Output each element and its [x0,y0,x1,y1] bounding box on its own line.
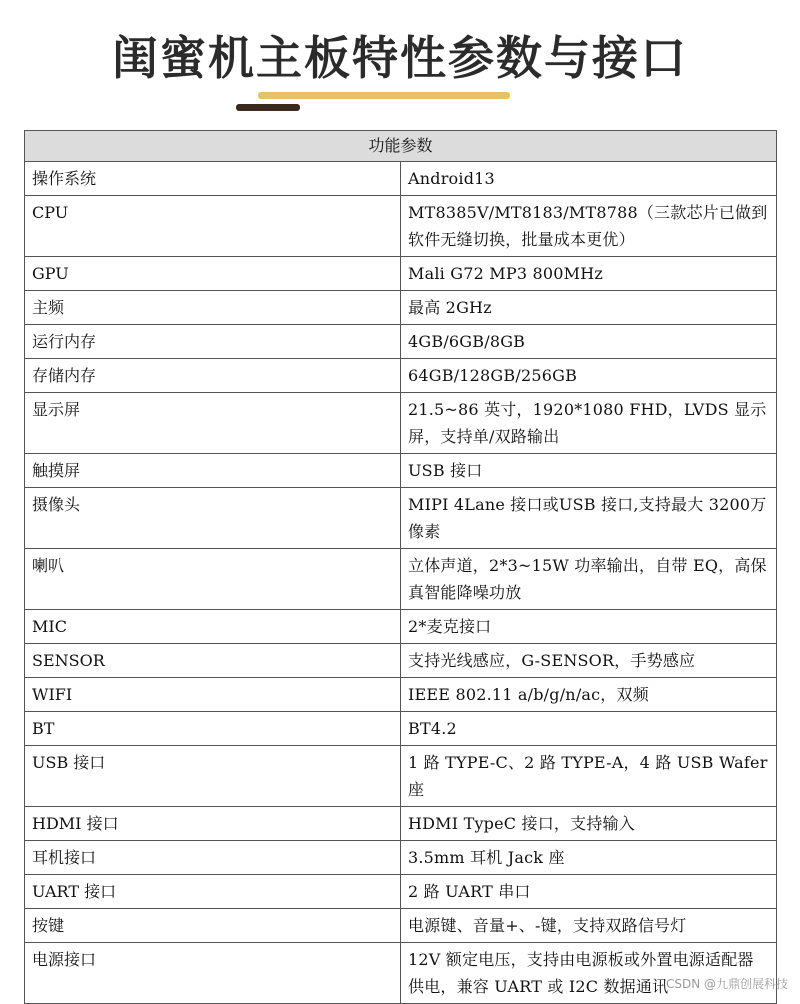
param-label: 存储内存 [25,359,401,393]
page-title: 闺蜜机主板特性参数与接口 [112,31,688,85]
param-label: 显示屏 [25,393,401,454]
title-underline-dark [236,104,300,111]
param-label: 操作系统 [25,162,401,196]
table-row [25,875,777,909]
table-row [25,257,777,291]
param-label: 喇叭 [25,549,401,610]
param-value: IEEE 802.11 a/b/g/n/ac，双频 [401,678,777,712]
table-header-row [25,131,777,162]
table-row [25,488,777,549]
param-label: 耳机接口 [25,841,401,875]
param-value: 2 路 UART 串口 [401,875,777,909]
param-label: MIC [25,610,401,644]
table-row [25,807,777,841]
table-row [25,196,777,257]
table-header: 功能参数 [25,131,777,162]
param-label: 电源接口 [25,943,401,1004]
table-row [25,291,777,325]
param-label: 触摸屏 [25,454,401,488]
param-value: 64GB/128GB/256GB [401,359,777,393]
param-value: Mali G72 MP3 800MHz [401,257,777,291]
param-label: HDMI 接口 [25,807,401,841]
param-label: BT [25,712,401,746]
table-row [25,909,777,943]
table-row [25,393,777,454]
param-label: CPU [25,196,401,257]
table-row [25,678,777,712]
param-label: UART 接口 [25,875,401,909]
param-value: 最高 2GHz [401,291,777,325]
spec-table [24,130,777,1004]
table-row [25,549,777,610]
param-label: GPU [25,257,401,291]
table-row [25,359,777,393]
param-value: BT4.2 [401,712,777,746]
param-value: 1 路 TYPE-C、2 路 TYPE-A，4 路 USB Wafer 座 [401,746,777,807]
param-value: 4GB/6GB/8GB [401,325,777,359]
param-label: SENSOR [25,644,401,678]
table-row [25,943,777,1004]
table-row [25,610,777,644]
param-label: USB 接口 [25,746,401,807]
param-label: 按键 [25,909,401,943]
param-value: 支持光线感应，G-SENSOR，手势感应 [401,644,777,678]
param-value: USB 接口 [401,454,777,488]
param-value: 12V 额定电压，支持由电源板或外置电源适配器供电，兼容 UART 或 I2C 数据通讯 [401,943,777,1004]
param-value: 电源键、音量+、-键，支持双路信号灯 [401,909,777,943]
param-value: HDMI TypeC 接口，支持输入 [401,807,777,841]
table-row [25,325,777,359]
table-row [25,746,777,807]
param-label: 主频 [25,291,401,325]
csdn-watermark: CSDN @九鼎创展科技 [665,977,788,991]
table-row [25,644,777,678]
param-value: MIPI 4Lane 接口或USB 接口,支持最大 3200万像素 [401,488,777,549]
table-row [25,162,777,196]
title-underline-accent [258,92,510,99]
param-value: Android13 [401,162,777,196]
table-row [25,841,777,875]
table-row [25,712,777,746]
param-value: 3.5mm 耳机 Jack 座 [401,841,777,875]
param-value: 21.5~86 英寸，1920*1080 FHD，LVDS 显示屏，支持单/双路输出 [401,393,777,454]
param-value: MT8385V/MT8183/MT8788（三款芯片已做到软件无缝切换，批量成本更优） [401,196,777,257]
param-label: WIFI [25,678,401,712]
param-value: 立体声道，2*3~15W 功率输出，自带 EQ，高保真智能降噪功放 [401,549,777,610]
table-row [25,454,777,488]
param-label: 摄像头 [25,488,401,549]
param-label: 运行内存 [25,325,401,359]
param-value: 2*麦克接口 [401,610,777,644]
